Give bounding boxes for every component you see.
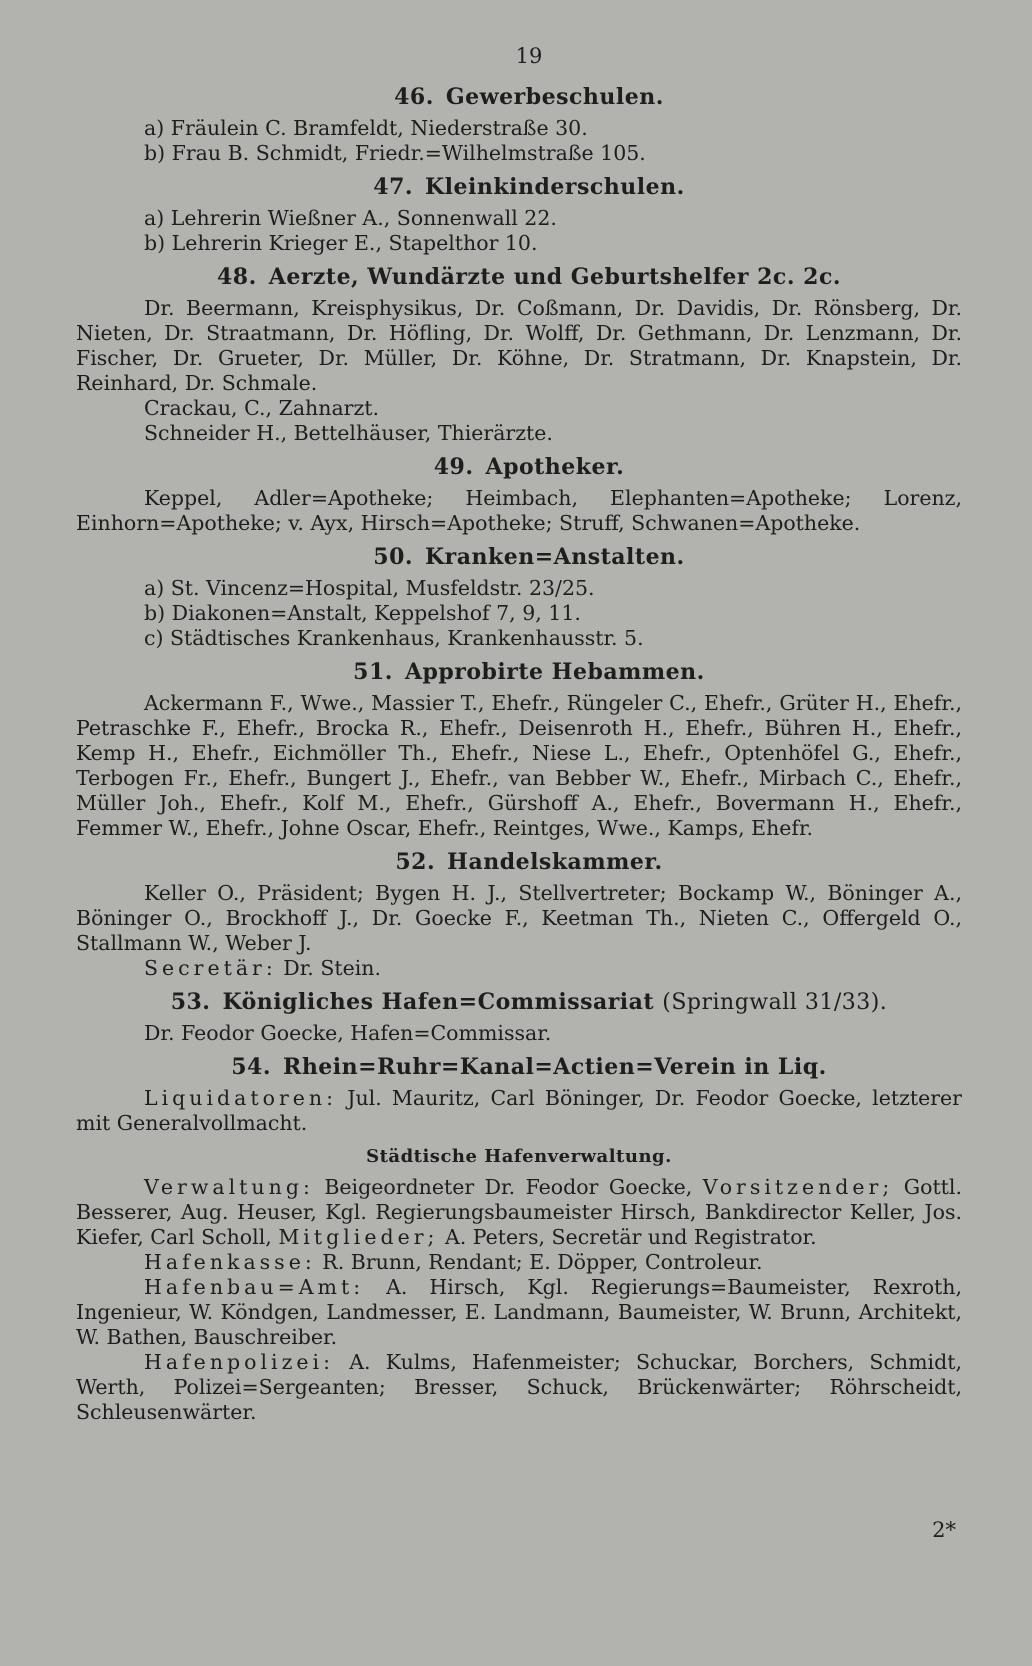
hafenkasse-paragraph	[76, 1250, 962, 1275]
liquidators-text: Jul. Mauritz, Carl Böninger, Dr. Feodor Goecke, letzterer mit Generalvollmacht.	[76, 1086, 962, 1135]
list-item: c) Städtisches Krankenhaus, Krankenhausstr. 5.	[144, 626, 644, 650]
section-number: 46.	[394, 84, 434, 110]
list-item: b) Diakonen=Anstalt, Keppelshof 7, 9, 11.	[144, 601, 581, 625]
paragraph: Keppel, Adler=Apotheke; Heimbach, Elephanten=Apotheke; Lorenz, Einhorn=Apotheke; v. Ayx, Hirsch=Apotheke; Struff, Schwanen=Apotheke.	[76, 486, 962, 535]
secretary-line	[76, 956, 962, 981]
section-49	[76, 454, 962, 536]
list-item: a) Lehrerin Wießner A., Sonnenwall 22.	[144, 206, 557, 230]
section-heading	[76, 1054, 962, 1080]
section-title: Kleinkinderschulen.	[425, 174, 685, 200]
section-number: 53.	[170, 989, 211, 1015]
section-53	[76, 989, 962, 1046]
hafenpolizei-text: A. Kulms, Hafenmeister; Schuckar, Borchers, Schmidt, Werth, Polizei=Sergeanten; Bresser, Schuck, Brückenwärter; Röhrscheidt, Schleusenwärter.	[76, 1350, 962, 1424]
hafenkasse-text: R. Brunn, Rendant; E. Döpper, Controleur.	[322, 1250, 763, 1274]
section-51	[76, 659, 962, 841]
section-number: 50.	[373, 544, 414, 570]
section-heading	[76, 454, 962, 480]
section-number: 47.	[373, 174, 414, 200]
list-item: Crackau, C., Zahnarzt.	[144, 396, 380, 420]
section-number: 48.	[216, 264, 257, 290]
signature-mark: 2*	[932, 1518, 956, 1542]
hafenbau-label: Hafenbau=Amt:	[144, 1275, 365, 1299]
section-48	[76, 264, 962, 446]
section-title: Königliches Hafen=Commissariat	[222, 989, 655, 1015]
secretary-name: Dr. Stein.	[283, 956, 382, 980]
section-54	[76, 1054, 962, 1425]
section-heading	[76, 849, 962, 875]
section-heading	[76, 84, 962, 110]
list-item: a) Fräulein C. Bramfeldt, Niederstraße 30.	[144, 116, 588, 140]
mitglieder-label: Mitglieder;	[278, 1225, 439, 1249]
section-title: Approbirte Hebammen.	[404, 659, 705, 685]
section-number: 49.	[433, 454, 474, 480]
verwaltung-text-3: A. Peters, Secretär und Registrator.	[438, 1225, 817, 1249]
liquidators-label: Liquidatoren:	[144, 1086, 338, 1110]
section-title: Gewerbeschulen.	[445, 84, 664, 110]
section-heading	[76, 174, 962, 200]
section-address: (Springwall 31/33).	[662, 990, 888, 1015]
list-item: b) Frau B. Schmidt, Friedr.=Wilhelmstraße 105.	[144, 141, 646, 165]
subsection-title: Städtische Hafenverwaltung.	[366, 1146, 672, 1167]
section-heading	[76, 544, 962, 570]
section-title: Apotheker.	[485, 454, 625, 480]
hafenbau-text: A. Hirsch, Kgl. Regierungs=Baumeister, Rexroth, Ingenieur, W. Köndgen, Landmesser, E. Landmann, Baumeister, W. Brunn, Architekt, W. Bathen, Bauschreiber.	[76, 1275, 962, 1349]
section-47	[76, 174, 962, 256]
section-50	[76, 544, 962, 651]
hafenpolizei-label: Hafenpolizei:	[144, 1350, 334, 1374]
section-46	[76, 84, 962, 166]
section-heading	[76, 659, 962, 685]
hafenpolizei-paragraph	[76, 1350, 962, 1425]
section-heading	[76, 989, 962, 1015]
paragraph: Keller O., Präsident; Bygen H. J., Stellvertreter; Bockamp W., Böninger A., Böninger O., Brockhoff J., Dr. Goecke F., Keetman Th., Nieten C., Offergeld O., Stallmann W., Weber J.	[76, 881, 962, 955]
verwaltung-text-2: Gottl. Besserer, Aug. Heuser, Kgl. Regierungsbaumeister Hirsch, Bankdirector Keller, Jos. Kiefer, Carl Scholl,	[76, 1175, 962, 1249]
paragraph: Dr. Beermann, Kreisphysikus, Dr. Coßmann, Dr. Davidis, Dr. Rönsberg, Dr. Nieten, Dr. Straatmann, Dr. Höfling, Dr. Wolff, Dr. Gethmann, Dr. Lenzmann, Dr. Fischer, Dr. Grueter, Dr. Müller, Dr. Köhne, Dr. Stratmann, Dr. Knapstein, Dr. Reinhard, Dr. Schmale.	[76, 296, 962, 395]
verwaltung-text: Beigeordneter Dr. Feodor Goecke,	[324, 1175, 703, 1199]
list-item: b) Lehrerin Krieger E., Stapelthor 10.	[144, 231, 538, 255]
section-title: Handelskammer.	[447, 849, 663, 875]
page-number: 19	[515, 44, 543, 68]
section-title: Aerzte, Wundärzte und Geburtshelfer 2c. 2c.	[268, 264, 842, 290]
liquidators-paragraph	[76, 1086, 962, 1136]
list-item: a) St. Vincenz=Hospital, Musfeldstr. 23/25.	[144, 576, 595, 600]
section-number: 51.	[353, 659, 393, 685]
vorsitzender-label: Vorsitzender;	[702, 1175, 894, 1199]
list-item: Dr. Feodor Goecke, Hafen=Commissar.	[144, 1021, 552, 1045]
secretary-label: Secretär:	[144, 956, 277, 980]
paragraph: Ackermann F., Wwe., Massier T., Ehefr., Rüngeler C., Ehefr., Grüter H., Ehefr., Petraschke F., Ehefr., Brocka R., Ehefr., Deisenroth H., Ehefr., Bühren H., Ehefr., Kemp H., Ehefr., Eichmöller Th., Ehefr., Niese L., Ehefr., Optenhöfel G., Ehefr., Terbogen Fr., Ehefr., Bungert J., Ehefr., van Bebber W., Ehefr., Mirbach C., Ehefr., Müller Joh., Ehefr., Kolf M., Ehefr., Gürshoff A., Ehefr., Bovermann H., Ehefr., Femmer W., Ehefr., Johne Oscar, Ehefr., Reintges, Wwe., Kamps, Ehefr.	[76, 691, 962, 840]
section-number: 54.	[231, 1054, 272, 1080]
section-number: 52.	[395, 849, 436, 875]
section-heading	[76, 264, 962, 290]
section-title: Rhein=Ruhr=Kanal=Actien=Verein in Liq.	[283, 1054, 827, 1080]
verwaltung-paragraph	[76, 1175, 962, 1250]
section-52	[76, 849, 962, 981]
list-item: Schneider H., Bettelhäuser, Thierärzte.	[144, 421, 553, 445]
section-title: Kranken=Anstalten.	[425, 544, 685, 570]
hafenkasse-label: Hafenkasse:	[144, 1250, 316, 1274]
hafenbau-paragraph	[76, 1275, 962, 1350]
verwaltung-label: Verwaltung:	[144, 1175, 314, 1199]
